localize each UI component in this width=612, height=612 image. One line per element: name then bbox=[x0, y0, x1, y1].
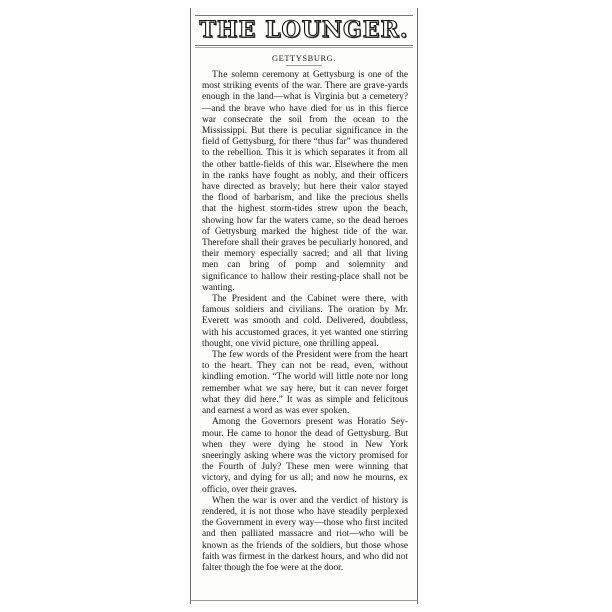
paragraph bbox=[202, 417, 408, 495]
paragraph-text: When the war is over and the verdict of history is rendered, it is not those who have steadily perplexed the Government in every way—those who first incited and then palliated massacre and riot—who will be known as the friends of the soldiers, but those whose faith was firmest in the darkest hours, and who did not falter though the foe were at the door. bbox=[202, 495, 408, 573]
paragraph-text: The President and the Cabinet were there, with famous soldiers and civilians. The oration by Mr. Everett was smooth and cold. Delivered, doubtless, with his accustomed graces, it yet wanted one stirring thought, one vivid picture, one thrilling appeal. bbox=[202, 294, 408, 349]
newspaper-clipping bbox=[190, 8, 418, 604]
paragraph-text: The few words of the President were from the heart to the heart. They can not be read, even, without kindling emotion. “The world will little note nor long remember what we say here, but it can never forget what they did here.” It was as simple and felicitous and earnest a word as was ever spoken. bbox=[202, 350, 408, 417]
bottom-rule bbox=[191, 600, 417, 601]
masthead-rule-thin bbox=[195, 47, 413, 48]
article-heading: GETTYSBURG. bbox=[271, 54, 337, 63]
top-rule bbox=[195, 15, 413, 16]
column-masthead: THE LOUNGER. bbox=[199, 17, 409, 43]
paragraph bbox=[202, 294, 408, 350]
paragraph bbox=[202, 70, 408, 294]
paragraph bbox=[202, 496, 408, 574]
paragraph-text: Among the Governors present was Horatio Seymour. He came to honor the dead of Gettysburg. But when they were dying he stood in New York sneeringly asking where was the victory promised for the Fourth of July? These men were winning that victory, and dying for us all; and now he mourns, ex officio, over their graves. bbox=[202, 417, 408, 495]
article-body bbox=[202, 70, 408, 574]
paragraph-text: solemn ceremony at Gettysburg is one of the most striking events of the war. There are grave-yards enough in the land—what is Virginia but a cemetery?—and the brave who have died for us in this fierce war consecrate the soil from the ocean to the Mississippi. But there is peculiar significance in the field of Gettysburg, for there “thus far” was thundered to the rebellion. This it is which separates it from all the other battle-fields of this war. Elsewhere the men in the ranks have fought as nobly, and their officers have directed as bravely; but here their valor stayed the flood of barbarism, and like the precious shells that the highest storm-tides strew upon the beach, showing how far the waters came, so the dead heroes of Gettysburg marked the highest tide of the war. Therefore shall their graves be peculiarly honored, and their memory especially sacred; and all that living men can bring of pomp and solemnity and significance to hallow their resting-place shall not be wanting. bbox=[202, 70, 408, 293]
lead-word: The bbox=[212, 70, 228, 80]
masthead-rule bbox=[195, 45, 413, 46]
paragraph bbox=[202, 350, 408, 417]
heading-rule bbox=[286, 65, 322, 66]
